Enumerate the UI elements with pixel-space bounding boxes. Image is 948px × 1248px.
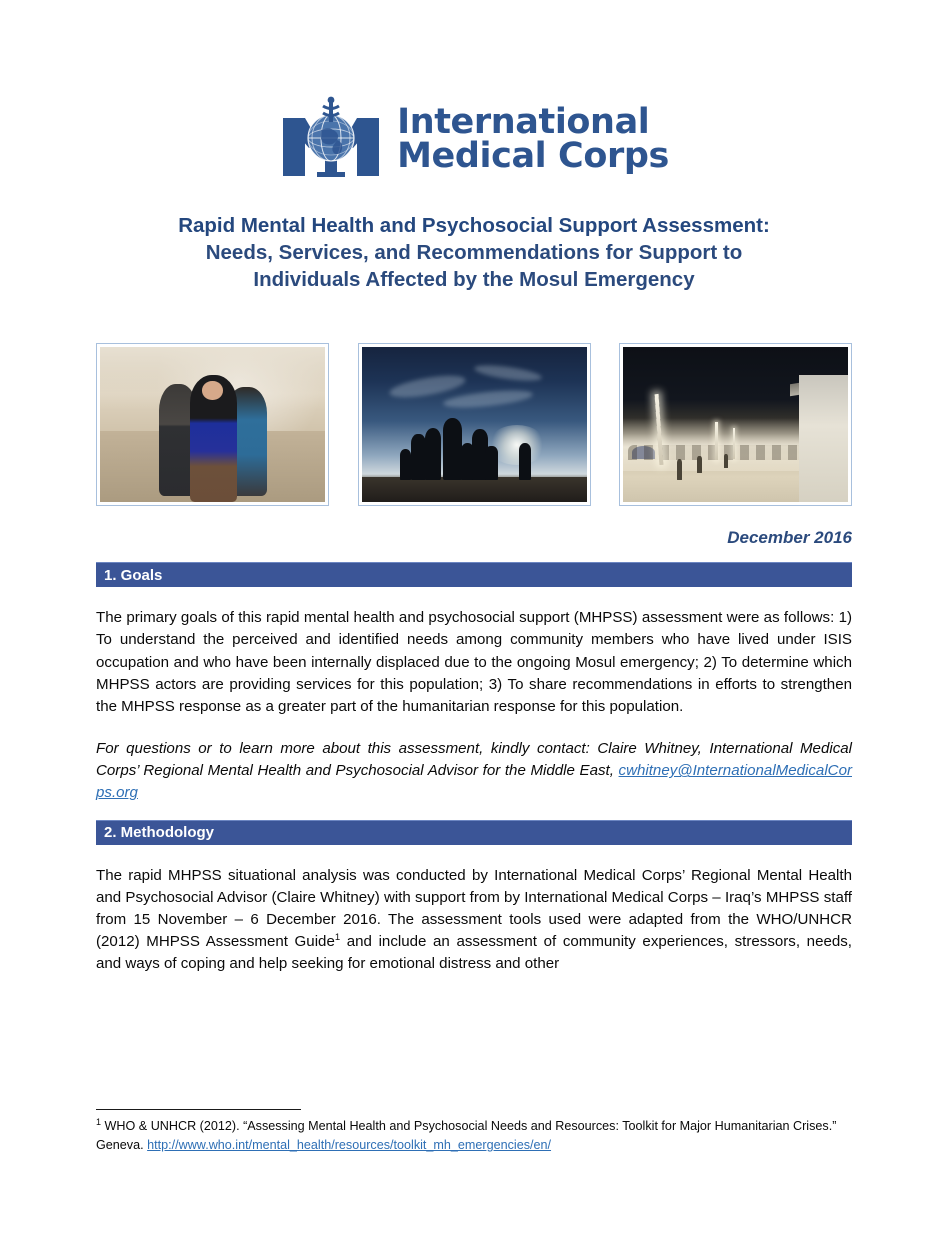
footnote-area (96, 1109, 852, 1156)
title-line-1: Rapid Mental Health and Psychosocial Support Assessment: (178, 214, 770, 237)
contact-email-link[interactable]: cwhitney@InternationalMedicalCorps.org (96, 762, 852, 802)
contact-paragraph (96, 738, 852, 805)
methodology-text-part1: The rapid MHPSS situational analysis was conducted by International Medical Corps’ Regional Mental Health and Psychosocial Advisor (Claire Whitney) with support from by International Medical Corps – Iraq’s MHPSS staff from 15 November – 6 December 2016. The assessment tools used were adapted from the WHO/UNHCR (2012) MHPSS Assessment Guide (96, 866, 852, 951)
footnote-reference-marker[interactable]: 1 (334, 932, 341, 944)
photo-displaced-family-on-road (96, 343, 329, 506)
section-header-methodology (96, 820, 852, 845)
section-heading-label: 1. Goals (104, 566, 163, 584)
footnote-1 (96, 1117, 852, 1156)
logo-text-line1: International (397, 101, 650, 142)
contact-text: For questions or to learn more about this assessment, kindly contact: Claire Whitney, International Medical Corps’ Regional Mental Health and Psychosocial Advisor for the Middle East, (96, 740, 852, 780)
photo-camp-at-night (619, 343, 852, 506)
title-line-3: Individuals Affected by the Mosul Emergency (253, 268, 695, 292)
photo-silhouettes-at-dusk (358, 343, 591, 506)
methodology-paragraph (96, 865, 852, 976)
footnote-separator (96, 1109, 301, 1110)
footnote-url-link[interactable]: http://www.who.int/mental_health/resources/toolkit_mh_emergencies/en/ (147, 1138, 552, 1153)
section-heading-label: 2. Methodology (104, 824, 214, 842)
cover-photo-strip (96, 343, 852, 506)
footnote-text: WHO & UNHCR (2012). “Assessing Mental Health and Psychosocial Needs and Resources: Toolkit for Major Humanitarian Crises.” Geneva. (96, 1118, 837, 1153)
section-header-goals (96, 562, 852, 587)
international-medical-corps-logo-icon (279, 96, 383, 182)
document-title (96, 212, 852, 293)
organization-logo (96, 0, 852, 182)
goals-paragraph: The primary goals of this rapid mental health and psychosocial support (MHPSS) assessment were as follows: 1) To understand the perceived and identified needs among community members who have lived under ISIS occupation and who have been internally displaced due to the ongoing Mosul emergency; 2) To determine which MHPSS actors are providing services for this population; 3) To share recommendations in efforts to strengthen the MHPSS response as a greater part of the humanitarian response for this population. (96, 609, 852, 715)
logo-text-line2: Medical Corps (397, 136, 669, 176)
footnote-number: 1 (96, 1116, 102, 1127)
title-line-2: Needs, Services, and Recommendations for Support to (205, 241, 743, 265)
document-date: December 2016 (727, 528, 852, 548)
methodology-text-part2: and include an assessment of community experiences, stressors, needs, and ways of coping and help seeking for emotional distress and other (96, 933, 852, 973)
